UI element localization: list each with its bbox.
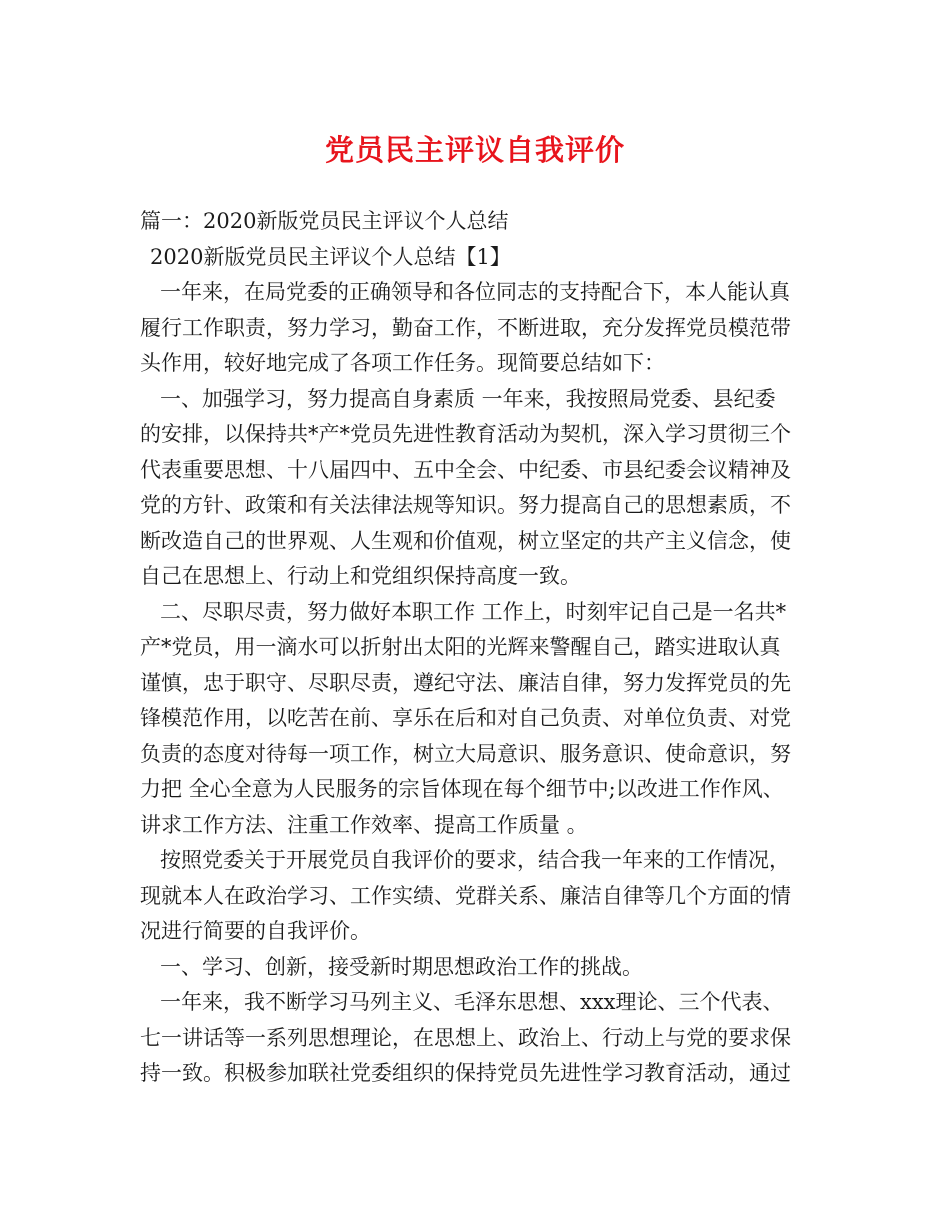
paragraph-line: 持一致。积极参加联社党委组织的保持党员先进性学习教育活动，通过 <box>140 1061 791 1085</box>
paragraph-line: 头作用，较好地完成了各项工作任务。现简要总结如下： <box>140 351 665 375</box>
paragraph-line: 一年来，在局党委的正确领导和各位同志的支持配合下，本人能认真 <box>160 280 790 304</box>
document-body <box>140 204 820 1092</box>
paragraph-line: 锋模范作用，以吃苦在前、享乐在后和对自己负责、对单位负责、对党 <box>140 706 791 730</box>
subsection-heading: 2020新版党员民主评议个人总结【1】 <box>150 244 511 269</box>
section-heading: 篇一：2020新版党员民主评议个人总结 <box>140 209 509 233</box>
paragraph-line: 负责的态度对待每一项工作，树立大局意识、服务意识、使命意识，努 <box>140 741 791 766</box>
paragraph-line: 况进行简要的自我评价。 <box>140 919 371 943</box>
paragraph-line: 断改造自己的世界观、人生观和价值观，树立坚定的共产主义信念，使 <box>140 528 791 553</box>
paragraph-line: 讲求工作方法、注重工作效率、提高工作质量 。 <box>140 812 588 837</box>
paragraph-line: 一年来，我不断学习马列主义、毛泽东思想、xxx理论、三个代表、 <box>160 990 784 1014</box>
paragraph-line: 党的方针、政策和有关法律法规等知识。努力提高自己的思想素质，不 <box>140 493 791 517</box>
paragraph-line: 现就本人在政治学习、工作实绩、党群关系、廉洁自律等几个方面的情 <box>140 883 791 908</box>
paragraph-line: 产*党员，用一滴水可以折射出太阳的光辉来警醒自己，踏实进取认真 <box>140 635 781 659</box>
paragraph-line: 一、学习、创新，接受新时期思想政治工作的挑战。 <box>160 954 643 979</box>
paragraph-line: 按照党委关于开展党员自我评价的要求，结合我一年来的工作情况， <box>160 848 790 872</box>
paragraph-line: 二、尽职尽责，努力做好本职工作 工作上，时刻牢记自己是一名共* <box>160 599 787 624</box>
paragraph-line: 代表重要思想、十八届四中、五中全会、中纪委、市县纪委会议精神及 <box>140 457 791 482</box>
paragraph-line: 七一讲话等一系列思想理论，在思想上、政治上、行动上与党的要求保 <box>140 1025 791 1050</box>
paragraph-line: 力把 全心全意为人民服务的宗旨体现在每个细节中;以改进工作作风、 <box>140 777 784 801</box>
paragraph-line: 履行工作职责，努力学习，勤奋工作，不断进取，充分发挥党员模范带 <box>140 315 791 340</box>
paragraph-line: 谨慎，忠于职守、尽职尽责，遵纪守法、廉洁自律，努力发挥党员的先 <box>140 670 791 695</box>
document-title: 党员民主评议自我评价 <box>324 133 625 167</box>
paragraph-line: 自己在思想上、行动上和党组织保持高度一致。 <box>140 564 581 588</box>
paragraph-line: 一、加强学习，努力提高自身素质 一年来，我按照局党委、县纪委 <box>160 386 776 411</box>
paragraph-line: 的安排，以保持共*产*党员先进性教育活动为契机，深入学习贯彻三个 <box>140 422 791 446</box>
